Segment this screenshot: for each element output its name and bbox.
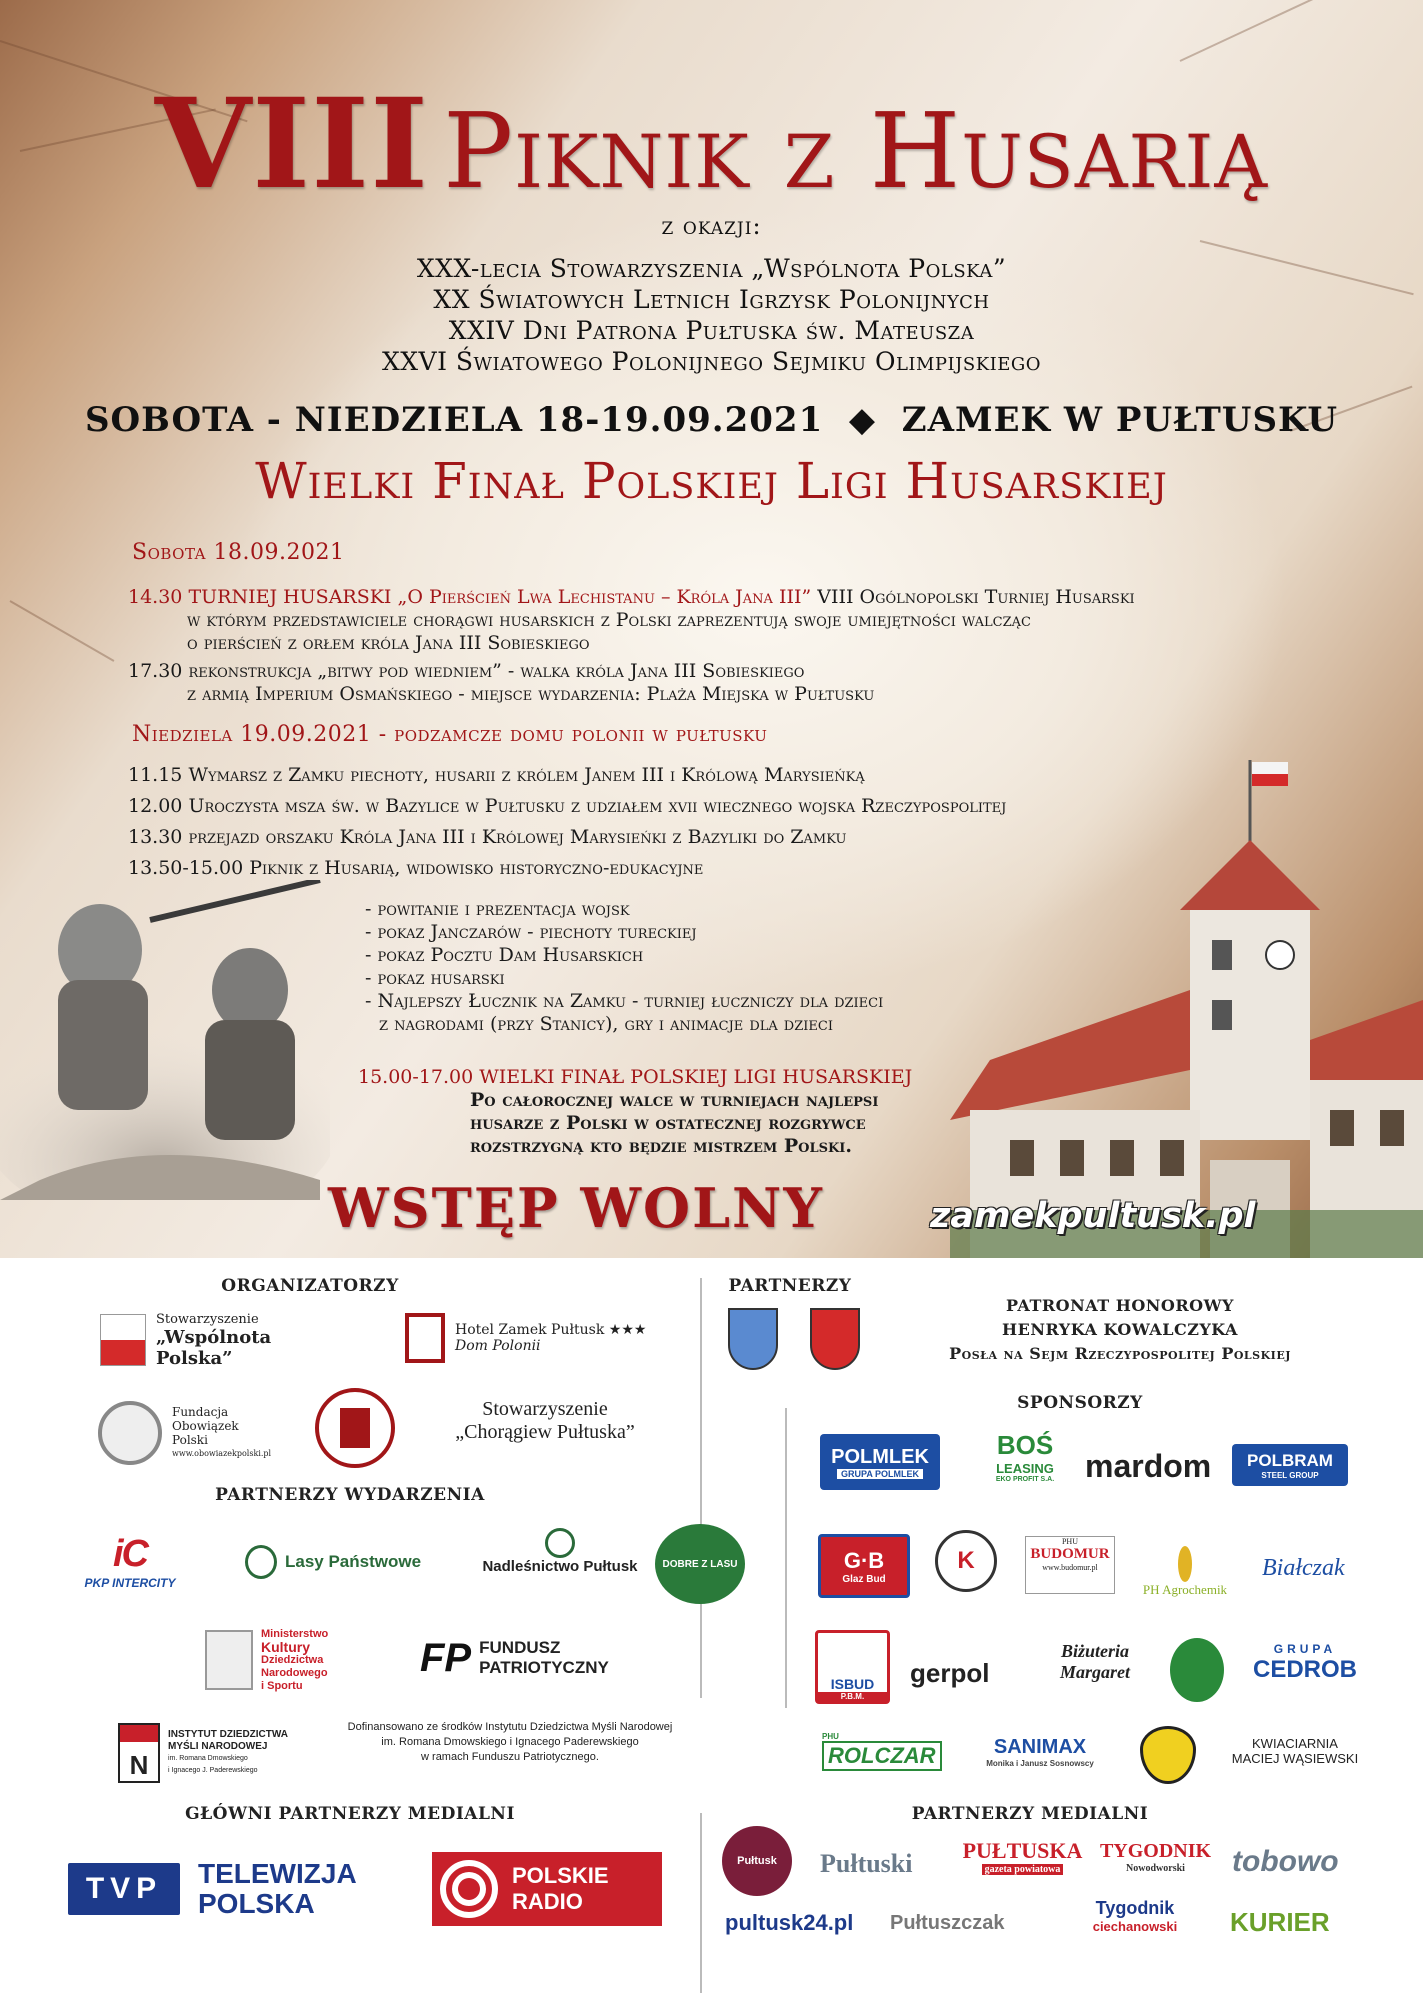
- logo-text: POLSKIE: [512, 1863, 609, 1888]
- shield-icon: [1140, 1726, 1196, 1784]
- logo-text: Ministerstwo: [261, 1627, 329, 1640]
- polmlek-logo: [820, 1434, 940, 1490]
- program-bullets: [365, 898, 883, 1036]
- patronat-line: Posła na Sejm Rzeczypospolitej Polskiej: [949, 1344, 1291, 1363]
- logo-text: CEDROB: [1252, 1656, 1357, 1683]
- bialczak-logo: Białczak: [1262, 1554, 1345, 1581]
- castle-image: [950, 740, 1423, 1258]
- logo-text: RADIO: [512, 1889, 583, 1914]
- occasion-line: XXX-lecia Stowarzyszenia „Wspólnota Polska”: [416, 254, 1007, 283]
- event-text: Piknik z Husarią, widowisko historyczno-edukacyjne: [249, 857, 704, 879]
- media-logo: Pułtuski: [820, 1849, 913, 1878]
- note-line: Dofinansowano ze środków Instytutu Dziedzictwa Myśli Narodowej: [347, 1721, 673, 1733]
- logo-text: KWIACIARNIA: [1252, 1736, 1338, 1751]
- note-line: w ramach Funduszu Patriotycznego.: [421, 1751, 599, 1763]
- kwiaciarnia-logo: [1225, 1736, 1365, 1776]
- bullet-item: - pokaz Pocztu Dam Husarskich: [365, 944, 644, 966]
- event-dates: SOBOTA - NIEDZIELA 18-19.09.2021: [84, 400, 824, 440]
- logo-text: gazeta powiatowa: [982, 1864, 1064, 1875]
- org-label: Stowarzyszenie: [482, 1398, 608, 1420]
- logo-text: Tygodnik: [1095, 1898, 1175, 1918]
- logo-text: TYGODNIK: [1099, 1840, 1212, 1862]
- logo-text: ISBUD: [830, 1676, 875, 1692]
- finale-title: WIELKI FINAŁ POLSKIEJ LIGI HUSARSKIEJ: [479, 1066, 913, 1088]
- logo-text: FUNDUSZ: [479, 1638, 561, 1657]
- occasion-line: XXIV Dni Patrona Pułtuska św. Mateusza: [448, 316, 975, 345]
- pkp-intercity-logo: iC PKP INTERCITY: [84, 1533, 176, 1590]
- event-text: rekonstrukcja „bitwy pod wiedniem” - walka króla Jana III Sobieskiego: [188, 660, 805, 682]
- org-label: Hotel Zamek Pułtusk ★★★: [455, 1322, 647, 1338]
- bullet-item: - pokaz husarski: [365, 967, 505, 989]
- logo-text: SANIMAX: [993, 1736, 1087, 1758]
- logo-text: PATRIOTYCZNY: [479, 1658, 609, 1677]
- org-label: www.obowiazekpolski.pl: [172, 1449, 272, 1458]
- title-roman: VIII: [154, 72, 430, 217]
- logo-text: i Ignacego J. Paderewskiego: [168, 1767, 258, 1774]
- logo-text: Margaret: [1059, 1662, 1130, 1682]
- finale-line: husarze z Polski w ostatecznej rozgrywce: [470, 1112, 866, 1134]
- instytut-logo: [118, 1713, 308, 1793]
- logo-text: PKP INTERCITY: [84, 1576, 176, 1590]
- media-logo: Pułtuszczak: [890, 1911, 1005, 1934]
- bullet-item: z nagrodami (przy Stanicy), gry i animacje dla dzieci: [379, 1013, 833, 1035]
- org-label: Dom Polonii: [455, 1338, 541, 1354]
- media-logo: [962, 1838, 1083, 1888]
- organizers-heading: ORGANIZATORZY: [221, 1276, 399, 1296]
- event-text: o pierścień z orłem króla Jana III Sobieskiego: [187, 632, 590, 654]
- logo-text: GRUPA POLMLEK: [837, 1469, 923, 1479]
- logo-text: Nowodworski: [1126, 1863, 1185, 1874]
- bullet-item: - powitanie i prezentacja wojsk: [365, 898, 630, 920]
- org-label: Polski: [172, 1433, 208, 1447]
- logo-text: MYŚLI NARODOWEJ: [168, 1741, 268, 1752]
- event-text: Wymarsz z Zamku piechoty, husarii z królem Janem III i Królową Marysieńką: [188, 764, 865, 786]
- gerpol-logo: gerpol: [910, 1657, 990, 1688]
- logo-text: ROLCZAR: [822, 1741, 942, 1771]
- sanimax-logo: [975, 1736, 1105, 1776]
- mardom-logo: mardom: [1085, 1447, 1212, 1484]
- logo-text: Nadleśnictwo Pułtusk: [482, 1558, 638, 1575]
- hussars-image: [0, 880, 330, 1200]
- logo-text: PHU: [1061, 1537, 1078, 1546]
- tree-icon: [245, 1545, 277, 1579]
- logo-text: Dziedzictwa: [261, 1653, 324, 1666]
- logo-text: TVP: [68, 1863, 180, 1915]
- patronat-line: HENRYKA KOWALCZYKA: [1002, 1320, 1238, 1339]
- pultusk-coat-of-arms-icon: [728, 1308, 778, 1370]
- polskie-radio-logo: [432, 1852, 662, 1926]
- media-logo: tobowo: [1232, 1845, 1339, 1878]
- tree-icon: [1170, 1638, 1224, 1702]
- nadlesnictwo-logo: [470, 1528, 650, 1598]
- media-heading: PARTNERZY MEDIALNI: [911, 1804, 1149, 1824]
- logo-text: BUDOMUR: [1030, 1546, 1110, 1562]
- eagle-icon: [205, 1630, 253, 1690]
- dobre-z-lasu-logo: DOBRE Z LASU: [655, 1524, 745, 1604]
- event-text: VIII Ogólnopolski Turniej Husarski: [817, 586, 1135, 608]
- logo-text: i Sportu: [261, 1679, 303, 1692]
- logo-text: POLSKA: [198, 1888, 315, 1919]
- logo-text: im. Romana Dmowskiego: [168, 1755, 248, 1762]
- n-icon: N: [118, 1723, 160, 1783]
- event-text: przejazd orszaku Króla Jana III i Królowej Marysieńki z Bazyliki do Zamku: [188, 826, 847, 848]
- occasion-line: XXVI Światowego Polonijnego Sejmiku Olimpijskiego: [381, 347, 1042, 376]
- date-location-line: [0, 400, 1423, 440]
- seal-icon: [98, 1401, 162, 1465]
- partners-heading: PARTNERZY: [728, 1276, 852, 1296]
- flag-icon: [100, 1314, 146, 1366]
- liga-husarska-icon: [315, 1388, 395, 1468]
- saturday-event: [128, 660, 1278, 706]
- event-time: 17.30: [128, 660, 183, 682]
- event-time: 12.00: [128, 795, 183, 817]
- logo-text: Glaz Bud: [842, 1573, 886, 1585]
- media-logo: KURIER: [1230, 1906, 1330, 1937]
- website-link[interactable]: zamekpultusk.pl: [930, 1196, 1256, 1236]
- logo-text: P.B.M.: [818, 1692, 887, 1701]
- logo-text: PHU: [822, 1732, 839, 1741]
- choragiew-logo: [430, 1398, 660, 1458]
- bos-leasing-logo: [980, 1430, 1070, 1500]
- logo-text: Narodowego: [261, 1666, 328, 1679]
- saturday-event: [128, 586, 1278, 655]
- occasion-line: XX Światowych Letnich Igrzysk Polonijnych: [433, 285, 990, 314]
- logo-text: POLMLEK: [831, 1445, 929, 1468]
- drogi-mosty-icon: K: [935, 1530, 997, 1592]
- media-logo: [1098, 1840, 1213, 1888]
- tree-icon: [545, 1528, 575, 1558]
- sunday-event: [128, 795, 1006, 818]
- fundacja-logo: [98, 1393, 298, 1473]
- logo-text: G·B: [843, 1547, 885, 1573]
- logo-text: ciechanowski: [1092, 1919, 1178, 1934]
- logo-text: Lasy Państwowe: [285, 1552, 422, 1571]
- powiat-coat-of-arms-icon: [810, 1308, 860, 1370]
- diamond-icon: ◆: [848, 400, 877, 440]
- radio-icon: [440, 1860, 498, 1918]
- org-label: Fundacja: [172, 1405, 229, 1419]
- logo-text: Kultury: [261, 1638, 310, 1655]
- polbram-logo: [1232, 1444, 1348, 1486]
- dofinansowano-note: [320, 1720, 700, 1780]
- finale-line: rozstrzygną kto będzie mistrzem Polski.: [470, 1135, 852, 1157]
- logo-text: GRUPA: [1273, 1642, 1337, 1656]
- wspolnota-polska-logo: [100, 1310, 330, 1370]
- ministerstwo-logo: [205, 1620, 375, 1700]
- finale-time: 15.00-17.00: [358, 1066, 474, 1088]
- org-label: „Chorągiew Pułtuska”: [455, 1421, 635, 1443]
- event-time: 14.30: [128, 586, 183, 608]
- event-text: w którym przedstawiciele chorągwi husarskich z Polski zaprezentują swoje umiejętności walcząc: [187, 609, 1031, 631]
- cedrob-logo: [1250, 1642, 1360, 1698]
- event-partners-heading: PARTNERZY WYDARZENIA: [215, 1485, 485, 1505]
- media-logo: pultusk24.pl: [725, 1910, 854, 1935]
- logo-text: POLBRAM: [1247, 1450, 1333, 1470]
- title-text: Piknik z Husarią: [443, 90, 1269, 212]
- logo-text: INSTYTUT DZIEDZICTWA: [168, 1729, 288, 1740]
- finale-line: Po całorocznej walce w turniejach najlepsi: [470, 1089, 879, 1111]
- logo-text: TELEWIZJA: [198, 1858, 357, 1889]
- bullet-item: - pokaz Janczarów - piechoty tureckiej: [365, 921, 697, 943]
- margaret-logo: [1040, 1641, 1150, 1701]
- poster-title: [0, 72, 1423, 217]
- saturday-heading: Sobota 18.09.2021: [132, 540, 345, 565]
- logo-text: www.budomur.pl: [1042, 1563, 1098, 1572]
- org-label: Stowarzyszenie: [155, 1311, 259, 1327]
- logo-text: PH Agrochemik: [1142, 1582, 1228, 1597]
- event-time: 11.15: [128, 764, 183, 786]
- note-line: im. Romana Dmowskiego i Ignacego Paderewskiego: [381, 1736, 639, 1748]
- media-logo: [1070, 1898, 1200, 1944]
- okazji-label: z okazji:: [661, 212, 762, 240]
- event-text: Uroczysta msza św. w Bazylice w Pułtusku z udziałem xvii wiecznego wojska Rzeczypospolitej: [188, 795, 1007, 817]
- logo-text: Monika i Janusz Sosnowscy: [986, 1759, 1094, 1768]
- finale-block: [358, 1066, 978, 1158]
- lasy-panstwowe-logo: [245, 1542, 465, 1582]
- sunday-event: [128, 826, 846, 849]
- logo-text: PUŁTUSKA: [962, 1838, 1083, 1863]
- bullet-item: - Najlepszy Łucznik na Zamku - turniej łuczniczy dla dzieci: [365, 990, 884, 1012]
- logo-text: STEEL GROUP: [1261, 1470, 1319, 1480]
- event-time: 13.30: [128, 826, 183, 848]
- logo-text: MACIEJ WĄSIEWSKI: [1231, 1751, 1359, 1766]
- org-label: „Wspólnota Polska”: [155, 1326, 272, 1369]
- free-entry-text: WSTĘP WOLNY: [328, 1176, 824, 1240]
- ph-agrochemik-logo: [1130, 1534, 1240, 1598]
- final-heading: Wielki Finał Polskiej Ligi Husarskiej: [255, 452, 1168, 510]
- event-highlight: TURNIEJ HUSARSKI „O Pierścień Lwa Lechistanu – Króla Jana III”: [188, 586, 812, 608]
- logo-text: EKO PROFIT S.A.: [995, 1476, 1055, 1483]
- isbud-logo: [815, 1630, 890, 1704]
- event-text: z armią Imperium Osmańskiego - miejsce wydarzenia: Plaża Miejska w Pułtusku: [187, 683, 875, 705]
- patronat-line: PATRONAT HONOROWY: [1006, 1296, 1234, 1315]
- castle-icon: [405, 1313, 445, 1363]
- rolczar-logo: [822, 1732, 934, 1774]
- budomur-logo: [1025, 1536, 1115, 1594]
- glaz-bud-logo: [818, 1534, 910, 1598]
- sponsors-section: [0, 1258, 1423, 2000]
- sunday-event: [128, 857, 703, 880]
- sponsors-heading: SPONSORZY: [1017, 1393, 1143, 1413]
- fundusz-patriotyczny-logo: FP FUNDUSZ PATRIOTYCZNY: [420, 1635, 609, 1680]
- media-logo: Pułtusk: [722, 1826, 792, 1896]
- hotel-zamek-logo: [405, 1308, 655, 1368]
- logo-text: LEASING: [996, 1461, 1054, 1476]
- sunday-event: [128, 764, 865, 787]
- org-label: Obowiązek: [172, 1419, 239, 1433]
- tvp-logo: [68, 1854, 398, 1924]
- logo-text: BOŚ: [996, 1430, 1054, 1460]
- event-time: 13.50-15.00: [128, 857, 244, 879]
- logo-text: Biżuteria: [1060, 1641, 1130, 1661]
- main-media-heading: GŁÓWNI PARTNERZY MEDIALNI: [185, 1804, 515, 1824]
- event-location: ZAMEK W PUŁTUSKU: [901, 400, 1339, 440]
- sunday-heading: Niedziela 19.09.2021 - podzamcze domu polonii w pułtusku: [132, 722, 768, 747]
